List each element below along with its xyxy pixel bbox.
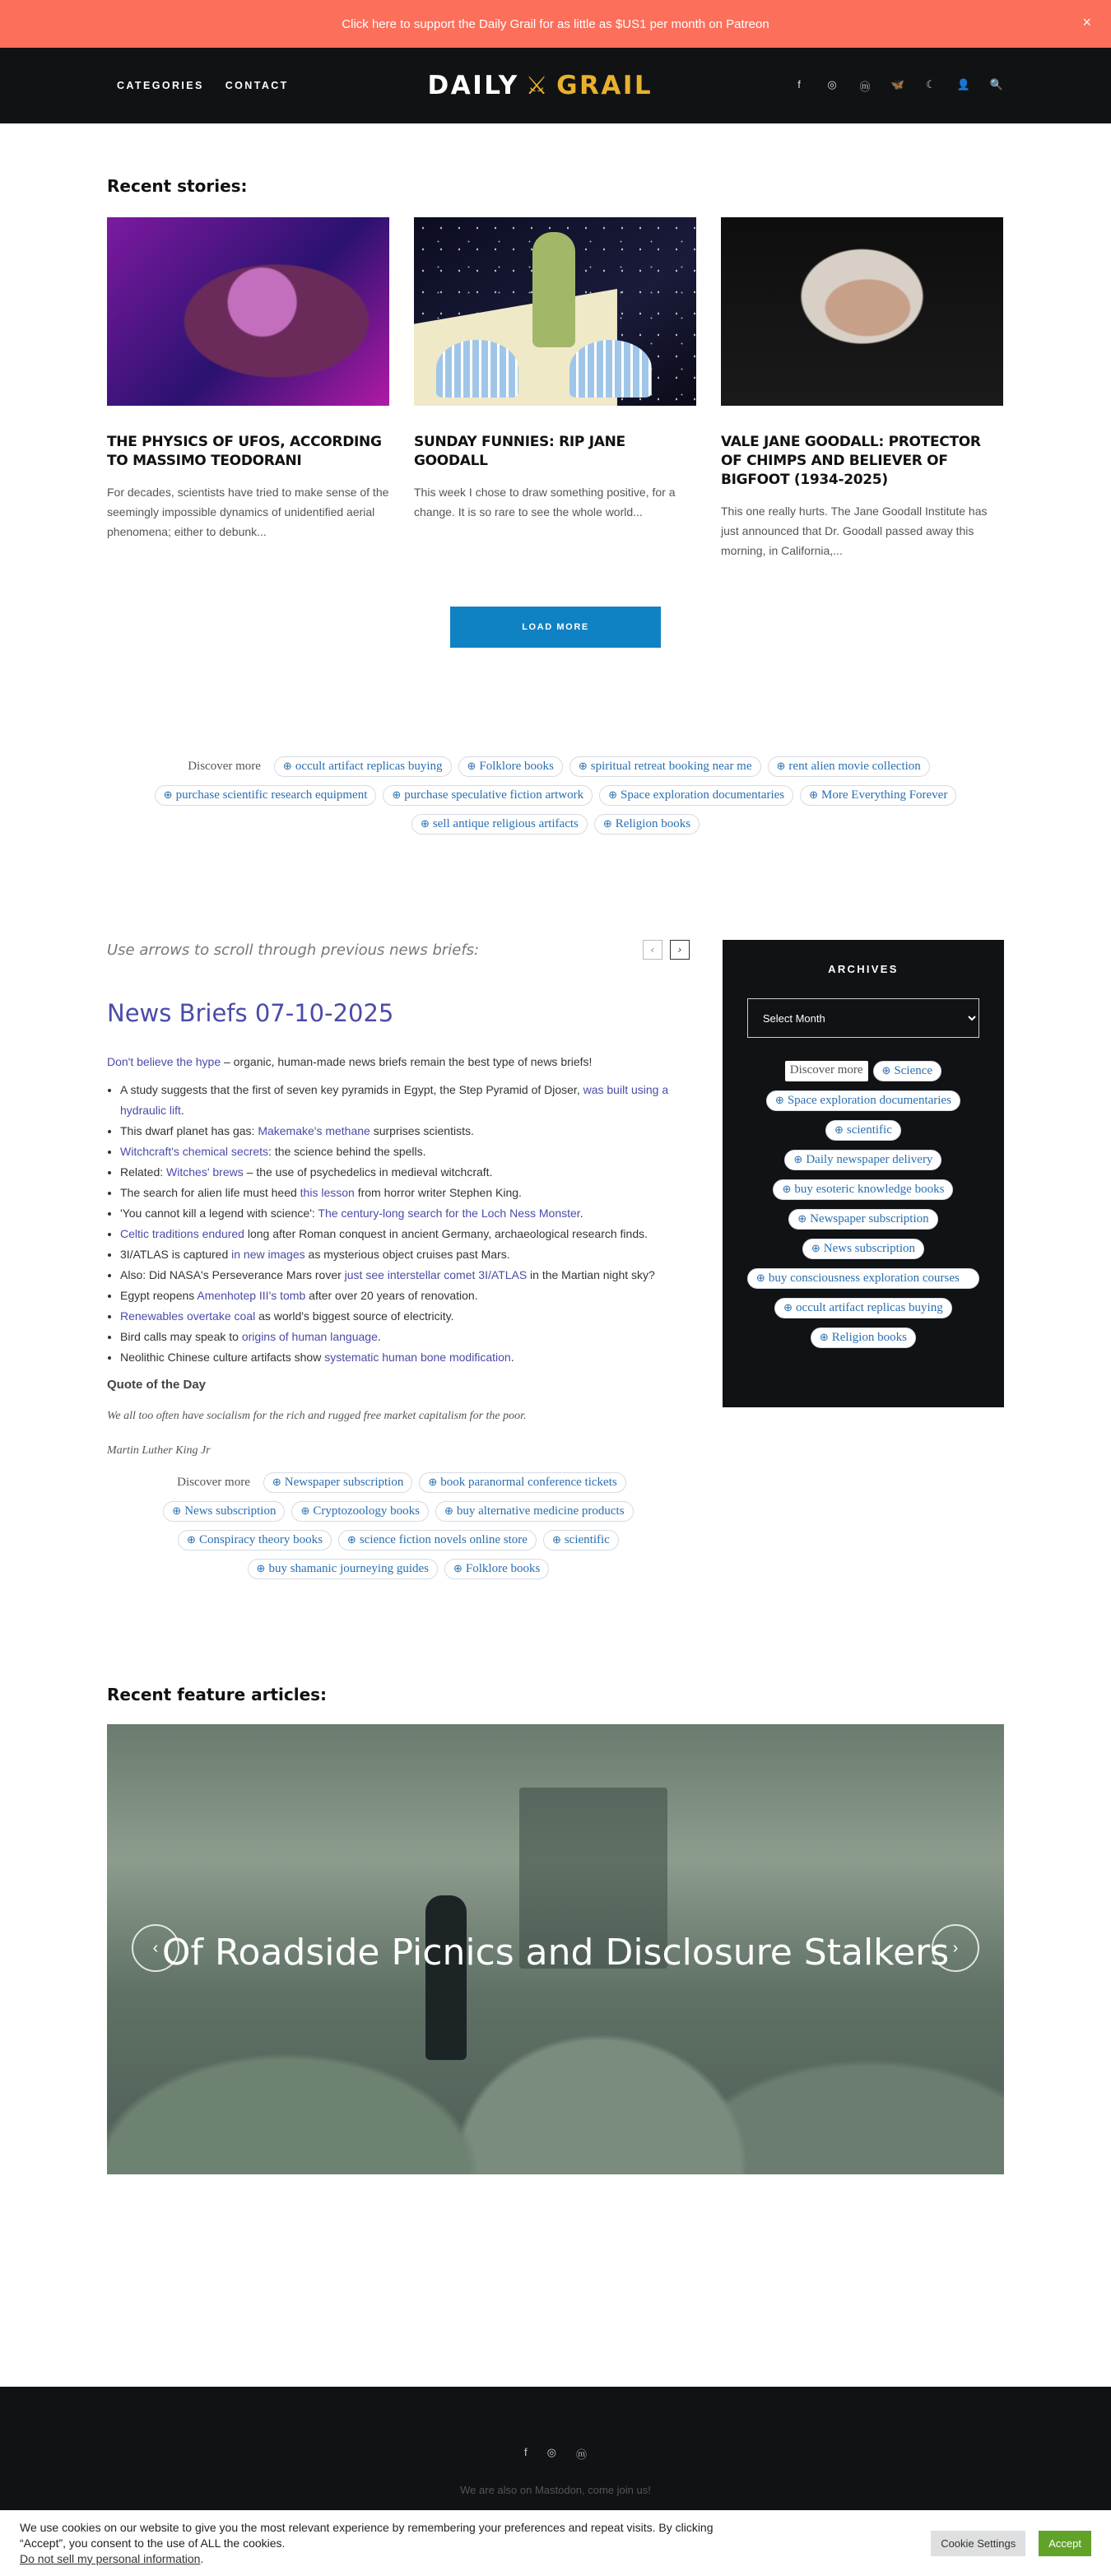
chevron-right-icon[interactable]: › xyxy=(670,940,690,960)
story-excerpt: This week I chose to draw something positive, for a change. It is so rare to see the whole world... xyxy=(414,486,676,518)
search-plus-icon: ⊕ xyxy=(272,1476,281,1488)
archives-title: ARCHIVES xyxy=(828,963,899,975)
mastodon-note[interactable]: We are also on Mastodon, come join us! xyxy=(460,2484,651,2496)
nav-contact[interactable]: CONTACT xyxy=(225,80,289,91)
nav-categories[interactable]: CATEGORIES xyxy=(117,80,204,91)
close-icon[interactable]: × xyxy=(1082,14,1091,30)
discover-pill[interactable]: ⊕ occult artifact replicas buying xyxy=(774,1298,952,1318)
cookie-consent-bar xyxy=(0,2510,1111,2576)
load-more-button[interactable]: LOAD MORE xyxy=(450,607,661,648)
search-plus-icon: ⊕ xyxy=(346,1533,356,1546)
briefs-intro xyxy=(107,940,690,960)
search-plus-icon: ⊕ xyxy=(453,1562,463,1574)
discover-pill[interactable]: ⊕ Religion books xyxy=(811,1328,916,1348)
discover-pill[interactable]: ⊕ Space exploration documentaries xyxy=(766,1090,960,1111)
cookie-accept-button[interactable]: Accept xyxy=(1039,2531,1091,2556)
facebook-icon[interactable]: f xyxy=(797,77,801,91)
brief-item: • Witchcraft's chemical secrets: the science behind the spells. xyxy=(120,1142,690,1162)
discover-pill[interactable]: ⊕ Cryptozoology books xyxy=(291,1501,429,1522)
discover-label: Discover more xyxy=(785,1061,868,1081)
discover-pill[interactable]: ⊕ buy consciousness exploration courses xyxy=(747,1268,979,1289)
search-plus-icon: ⊕ xyxy=(392,788,402,801)
brief-item-link[interactable]: Amenhotep III's tomb xyxy=(197,1289,306,1302)
search-plus-icon: ⊕ xyxy=(782,1183,792,1195)
story-card xyxy=(107,217,389,560)
brief-item-link[interactable]: just see interstellar comet 3I/ATLAS xyxy=(344,1268,528,1281)
story-title[interactable]: VALE JANE GOODALL: PROTECTOR OF CHIMPS AND BELIEVER OF BIGFOOT (1934-2025) xyxy=(721,434,981,488)
discover-pill[interactable]: ⊕ News subscription xyxy=(163,1501,285,1522)
search-plus-icon: ⊕ xyxy=(755,1272,765,1284)
chevron-right-icon[interactable]: › xyxy=(932,1924,979,1972)
discover-pill[interactable]: ⊕ rent alien movie collection xyxy=(768,756,930,777)
search-plus-icon: ⊕ xyxy=(608,788,618,801)
story-thumbnail[interactable] xyxy=(721,217,1003,406)
quote-author: Martin Luther King Jr xyxy=(107,1444,211,1457)
mastodon-icon[interactable]: ⓜ xyxy=(859,80,871,93)
cookie-text-block: We use cookies on our website to give you the most relevant experience by remembering your preferences and repeat visits. By clicking “Accept”, you consent to the use of ALL the cookies. Do not sell my personal information. xyxy=(20,2520,714,2565)
brief-item: • Bird calls may speak to origins of human language. xyxy=(120,1327,690,1347)
briefs-arrows xyxy=(643,940,690,960)
brief-item-link[interactable]: Witches' brews xyxy=(166,1165,244,1179)
logo-daily: DAILY xyxy=(427,71,519,100)
archives-widget xyxy=(723,940,1004,1407)
search-plus-icon: ⊕ xyxy=(774,1094,784,1106)
search-plus-icon: ⊕ xyxy=(172,1504,182,1517)
cookie-buttons xyxy=(931,2531,1091,2556)
discover-pill[interactable]: ⊕ Space exploration documentaries xyxy=(599,785,793,806)
archives-month-select[interactable] xyxy=(747,998,979,1038)
discover-pill[interactable]: ⊕ spiritual retreat booking near me xyxy=(569,756,761,777)
discover-pill[interactable]: ⊕ buy shamanic journeying guides xyxy=(248,1559,438,1579)
brief-item-link[interactable]: was built using a hydraulic lift xyxy=(120,1083,669,1117)
footer-social-icons xyxy=(0,2446,1111,2462)
chevron-left-icon[interactable]: ‹ xyxy=(132,1924,179,1972)
story-card xyxy=(414,217,696,560)
discover-pill[interactable]: ⊕ scientific xyxy=(543,1530,619,1551)
search-plus-icon: ⊕ xyxy=(819,1331,829,1343)
brief-item-link[interactable]: this lesson xyxy=(300,1186,355,1199)
brief-item: • Also: Did NASA's Perseverance Mars rover just see interstellar comet 3I/ATLAS in the Martian night sky? xyxy=(120,1265,690,1286)
brief-item: • A study suggests that the first of seven key pyramids in Egypt, the Step Pyramid of Djoser, was built using a hydraulic lift. xyxy=(120,1080,690,1121)
discover-pill[interactable]: ⊕ Newspaper subscription xyxy=(788,1209,937,1230)
discover-label: Discover more xyxy=(177,1476,250,1489)
discover-pill[interactable]: ⊕ science fiction novels online store xyxy=(338,1530,537,1551)
brief-item-link[interactable]: Renewables overtake coal xyxy=(120,1309,256,1323)
story-title[interactable]: THE PHYSICS OF UFOS, ACCORDING TO MASSIMO TEODORANI xyxy=(107,434,382,469)
story-excerpt: This one really hurts. The Jane Goodall Institute has just announced that Dr. Goodall passed away this morning, in California,... xyxy=(721,505,988,557)
search-plus-icon: ⊕ xyxy=(467,760,476,772)
brief-title[interactable]: News Briefs 07-10-2025 xyxy=(107,999,394,1027)
instagram-icon[interactable]: ◎ xyxy=(546,2446,556,2458)
facebook-icon[interactable]: f xyxy=(524,2446,528,2458)
brief-item-link[interactable]: Witchcraft's chemical secrets xyxy=(120,1145,269,1158)
recent-stories-grid xyxy=(107,217,1004,560)
brief-item: • 'You cannot kill a legend with science': The century-long search for the Loch Ness Monster. xyxy=(120,1203,690,1224)
chevron-left-icon[interactable]: ‹ xyxy=(643,940,662,960)
search-plus-icon: ⊕ xyxy=(578,760,588,772)
story-excerpt: For decades, scientists have tried to make sense of the seemingly impossible dynamics of unidentified aerial phenomena; either to debunk... xyxy=(107,486,389,538)
search-plus-icon: ⊕ xyxy=(834,1123,844,1136)
crossed-swords-icon: ⚔ xyxy=(525,71,551,100)
discover-pill[interactable]: ⊕ buy esoteric knowledge books xyxy=(773,1179,953,1200)
site-header xyxy=(0,48,1111,123)
search-icon[interactable]: 🔍 xyxy=(989,77,1004,91)
brief-item-link[interactable]: Celtic traditions endured xyxy=(120,1227,244,1240)
brief-item: • The search for alien life must heed this lesson from horror writer Stephen King. xyxy=(120,1183,690,1203)
feature-headline[interactable]: Of Roadside Picnics and Disclosure Stalkers xyxy=(161,1932,950,1974)
discover-more-block xyxy=(107,756,1004,835)
quote-heading: Quote of the Day xyxy=(107,1378,207,1392)
cookie-text: We use cookies on our website to give you the most relevant experience by remembering your preferences and repeat visits. By clicking “Accept”, you consent to the use of ALL the cookies. xyxy=(20,2520,714,2550)
search-plus-icon: ⊕ xyxy=(776,760,786,772)
discover-more-block xyxy=(107,1472,690,1579)
search-plus-icon: ⊕ xyxy=(428,1476,438,1488)
discover-pill[interactable]: ⊕ book paranormal conference tickets xyxy=(419,1472,625,1493)
instagram-icon[interactable]: ◎ xyxy=(827,77,837,91)
mastodon-icon[interactable]: ⓜ xyxy=(575,2448,587,2461)
brief-item-link[interactable]: systematic human bone modification xyxy=(324,1351,511,1364)
brief-item-link[interactable]: origins of human language xyxy=(241,1330,378,1343)
search-plus-icon: ⊕ xyxy=(551,1533,561,1546)
brief-lede: Don't believe the hype – organic, human-made news briefs remain the best type of news briefs! xyxy=(107,1055,593,1068)
search-plus-icon: ⊕ xyxy=(881,1064,891,1076)
feature-section-title: Recent feature articles: xyxy=(107,1685,328,1704)
brief-item: • Neolithic Chinese culture artifacts show systematic human bone modification. xyxy=(120,1347,690,1368)
logo-grail: GRAIL xyxy=(556,71,653,100)
search-plus-icon: ⊕ xyxy=(811,1242,820,1254)
news-briefs xyxy=(107,940,690,1588)
brief-item: • Renewables overtake coal as world's biggest source of electricity. xyxy=(120,1306,690,1327)
discover-pill[interactable]: ⊕ Folklore books xyxy=(458,756,563,777)
search-plus-icon: ⊕ xyxy=(163,788,173,801)
archives-discover xyxy=(747,1061,979,1348)
cookie-settings-button[interactable]: Cookie Settings xyxy=(931,2531,1025,2556)
brief-list xyxy=(107,1080,690,1368)
brief-item-link[interactable]: The century-long search for the Loch Ness Monster xyxy=(318,1207,580,1220)
briefs-area xyxy=(107,940,1004,1588)
bluesky-icon[interactable]: 🦋 xyxy=(890,77,905,91)
discover-pill[interactable]: ⊕ sell antique religious artifacts xyxy=(411,814,588,835)
brief-item: • Egypt reopens Amenhotep III's tomb after over 20 years of renovation. xyxy=(120,1286,690,1306)
feature-slider[interactable] xyxy=(107,1724,1004,2174)
search-plus-icon: ⊕ xyxy=(300,1504,310,1517)
user-icon[interactable]: 👤 xyxy=(956,77,971,91)
discover-pill[interactable]: ⊕ occult artifact replicas buying xyxy=(274,756,452,777)
site-logo[interactable] xyxy=(428,71,653,100)
discover-label: Discover more xyxy=(188,760,261,773)
search-plus-icon: ⊕ xyxy=(187,1533,196,1546)
search-plus-icon: ⊕ xyxy=(793,1153,803,1165)
discover-pill[interactable]: ⊕ Religion books xyxy=(594,814,700,835)
discover-pill[interactable]: ⊕ buy alternative medicine products xyxy=(435,1501,634,1522)
discover-pill[interactable]: ⊕ Folklore books xyxy=(444,1559,549,1579)
discover-pill[interactable]: ⊕ purchase scientific research equipment xyxy=(155,785,377,806)
discover-pill[interactable]: ⊕ Science xyxy=(873,1061,942,1081)
brief-item: • 3I/ATLAS is captured in new images as mysterious object cruises past Mars. xyxy=(120,1244,690,1265)
search-plus-icon: ⊕ xyxy=(444,1504,453,1517)
discover-pill[interactable]: ⊕ Daily newspaper delivery xyxy=(784,1150,941,1170)
search-plus-icon: ⊕ xyxy=(282,760,292,772)
support-bar-text[interactable]: Click here to support the Daily Grail for as little as $US1 per month on Patreon xyxy=(342,16,769,31)
brief-item: • This dwarf planet has gas: Makemake's methane surprises scientists. xyxy=(120,1121,690,1142)
quote-text: We all too often have socialism for the rich and rugged free market capitalism for the poor. xyxy=(107,1410,527,1422)
search-plus-icon: ⊕ xyxy=(797,1212,807,1225)
brief-item-link[interactable]: Makemake's methane xyxy=(258,1124,370,1137)
brief-lede-link[interactable]: Don't believe the hype xyxy=(107,1055,221,1068)
main-nav xyxy=(117,80,289,91)
story-card xyxy=(721,217,1003,560)
header-icons xyxy=(792,78,1004,94)
story-title[interactable]: SUNDAY FUNNIES: RIP JANE GOODALL xyxy=(414,434,625,469)
discover-pill[interactable]: ⊕ Newspaper subscription xyxy=(263,1472,412,1493)
discover-pill[interactable]: ⊕ More Everything Forever xyxy=(800,785,956,806)
briefs-intro-text: Use arrows to scroll through previous news briefs: xyxy=(107,941,480,959)
do-not-sell-link[interactable]: Do not sell my personal information xyxy=(20,2551,201,2565)
discover-pill[interactable]: ⊕ purchase speculative fiction artwork xyxy=(383,785,593,806)
discover-pill[interactable]: ⊕ Conspiracy theory books xyxy=(178,1530,332,1551)
recent-stories-title: Recent stories: xyxy=(107,176,248,196)
dark-mode-icon[interactable]: ☾ xyxy=(926,77,936,91)
search-plus-icon: ⊕ xyxy=(602,817,612,830)
discover-pill[interactable]: ⊕ News subscription xyxy=(802,1239,924,1259)
search-plus-icon: ⊕ xyxy=(420,817,430,830)
story-thumbnail[interactable] xyxy=(414,217,696,406)
search-plus-icon: ⊕ xyxy=(783,1301,793,1314)
discover-pill[interactable]: ⊕ scientific xyxy=(825,1120,901,1141)
search-plus-icon: ⊕ xyxy=(809,788,819,801)
brief-item: • Celtic traditions endured long after Roman conquest in ancient Germany, archaeological research finds. xyxy=(120,1224,690,1244)
story-thumbnail[interactable] xyxy=(107,217,389,406)
brief-item: • Related: Witches' brews – the use of psychedelics in medieval witchcraft. xyxy=(120,1162,690,1183)
search-plus-icon: ⊕ xyxy=(256,1562,266,1574)
brief-item-link[interactable]: in new images xyxy=(231,1248,305,1261)
patreon-support-bar[interactable] xyxy=(0,0,1111,48)
